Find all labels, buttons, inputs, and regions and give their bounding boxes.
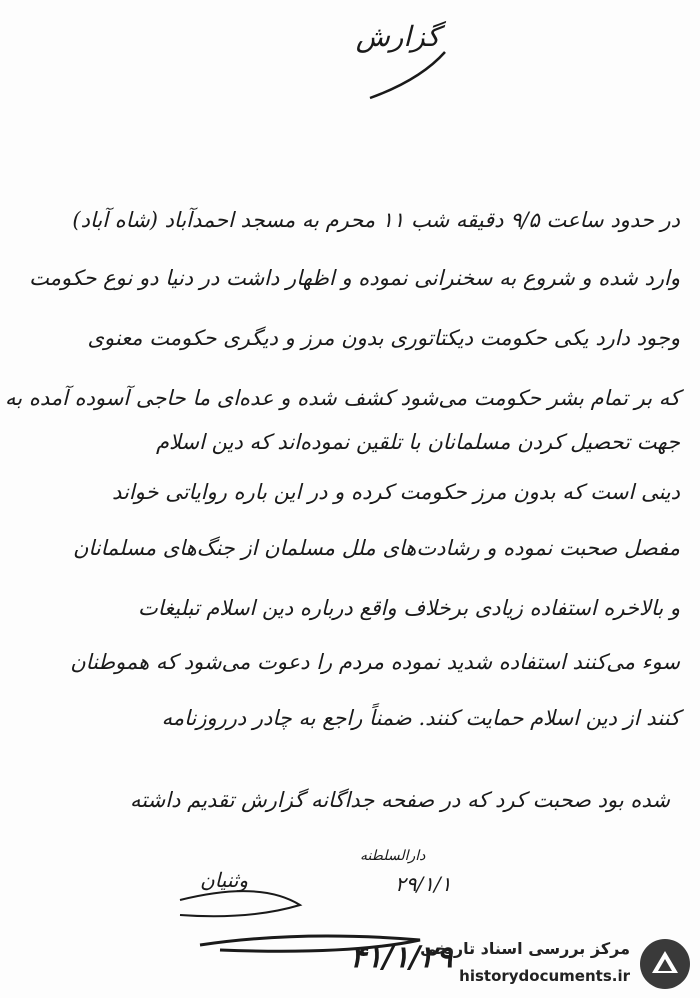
report-line-11: شده بود صحبت کرد که در صفحه جداگانه گزارش تقدیم داشته bbox=[130, 788, 670, 812]
report-line-10: کنند از دین اسلام حمایت کنند. ضمناً راجع به چادر درروزنامه bbox=[161, 706, 680, 730]
report-line-1: در حدود ساعت ۹/۵ دقیقه شب ۱۱ محرم به مسجد احمدآباد (شاه آباد) bbox=[72, 208, 680, 232]
report-line-7: مفصل صحبت نموده و رشادت‌های ملل مسلمان از جنگ‌های مسلمانان bbox=[72, 536, 680, 560]
signature-underline bbox=[200, 936, 420, 951]
document-title: گزارش bbox=[355, 20, 440, 53]
report-line-5: جهت تحصیل کردن مسلمانان با تلقین نموده‌اند که دین اسلام bbox=[156, 430, 680, 454]
report-line-4: که بر تمام بشر حکومت می‌شود کشف شده و عده‌ای ما حاجی آسوده آمده به bbox=[5, 386, 680, 410]
archive-logo-icon bbox=[638, 937, 692, 991]
archive-watermark bbox=[420, 935, 698, 995]
report-line-8: و بالاخره استفاده زیادی برخلاف واقع درباره دین اسلام تبلیغات bbox=[137, 596, 680, 620]
signature: وثنیان bbox=[200, 868, 249, 892]
margin-note: دارالسلطنه bbox=[360, 848, 426, 864]
report-line-3: وجود دارد یکی حکومت دیکتاتوری بدون مرز و دیگری حکومت معنوی bbox=[87, 326, 680, 350]
signature-scribble bbox=[180, 891, 300, 916]
report-line-9: سوء می‌کنند استفاده شدید نموده مردم را دعوت می‌شود که هموطنان bbox=[70, 650, 680, 674]
report-line-2: وارد شده و شروع به سخنرانی نموده و اظهار داشت در دنیا دو نوع حکومت bbox=[29, 266, 680, 290]
date-small: ۲۹/۱/۱ bbox=[395, 872, 452, 896]
archive-name: مرکز بررسی اسناد تاریخی bbox=[420, 939, 630, 958]
archive-url: historydocuments.ir bbox=[459, 967, 630, 985]
title-flourish bbox=[370, 52, 445, 98]
date-stamp: ۴۱/۱/۲۹ bbox=[350, 940, 453, 975]
report-line-6: دینی است که بدون مرز حکومت کرده و در این باره روایاتی خواند bbox=[111, 480, 680, 504]
